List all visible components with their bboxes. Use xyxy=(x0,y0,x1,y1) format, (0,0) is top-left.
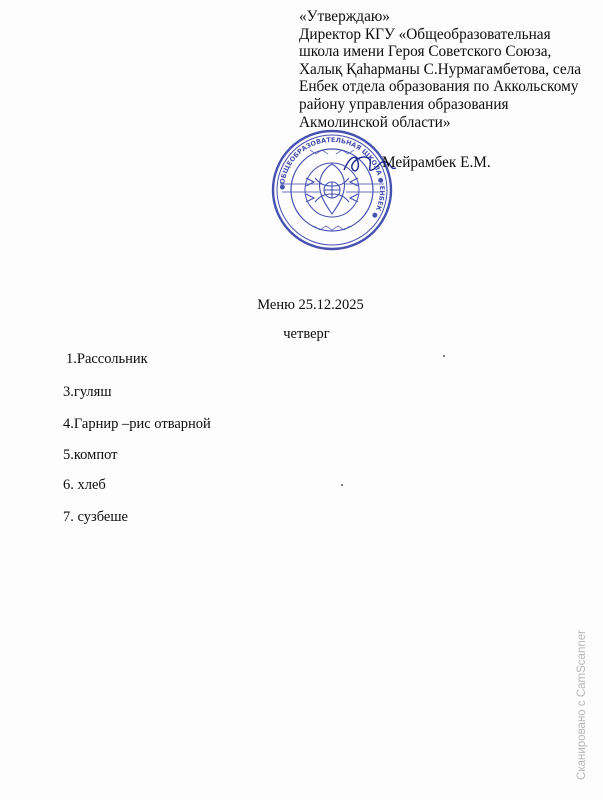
approval-line: школа имени Героя Советского Союза, xyxy=(299,43,552,61)
scan-speck xyxy=(341,484,343,486)
approval-block xyxy=(299,8,589,131)
scanner-watermark-text: Сканировано с CamScanner xyxy=(576,630,588,780)
menu-item: 4.Гарнир –рис отварной xyxy=(63,416,211,432)
official-seal-stamp xyxy=(270,128,394,252)
menu-item: 3.гуляш xyxy=(63,384,112,400)
weekday-row xyxy=(0,326,603,343)
menu-item: 1.Рассольник xyxy=(66,351,148,367)
approval-line: Енбек отдела образования по Аккольскому xyxy=(299,78,579,96)
approval-line: району управления образования xyxy=(299,95,509,113)
menu-item: 5.компот xyxy=(63,447,118,463)
approval-line: «Утверждаю» xyxy=(299,8,390,25)
menu-title-row xyxy=(0,297,603,314)
menu-item: 7. сузбеше xyxy=(63,509,128,525)
approval-line: Халық Қаһарманы С.Нурмагамбетова, села xyxy=(299,60,582,78)
svg-text:●ОБЩЕОБРАЗОВАТЕЛЬНАЯ ШКОЛА ● Е: ●ОБЩЕОБРАЗОВАТЕЛЬНАЯ ШКОЛА ● ЕНБЕК ● xyxy=(277,135,387,220)
scan-speck xyxy=(443,355,445,357)
signer-name: Мейрамбек Е.М. xyxy=(382,154,491,171)
menu-weekday: четверг xyxy=(283,326,330,342)
menu-item: 6. хлеб xyxy=(63,477,106,493)
approval-line: Директор КГУ «Общеобразовательная xyxy=(299,25,551,43)
scanner-watermark xyxy=(572,620,592,790)
approval-line: Акмолинской области» xyxy=(299,113,451,131)
menu-title: Меню 25.12.2025 xyxy=(257,297,364,313)
